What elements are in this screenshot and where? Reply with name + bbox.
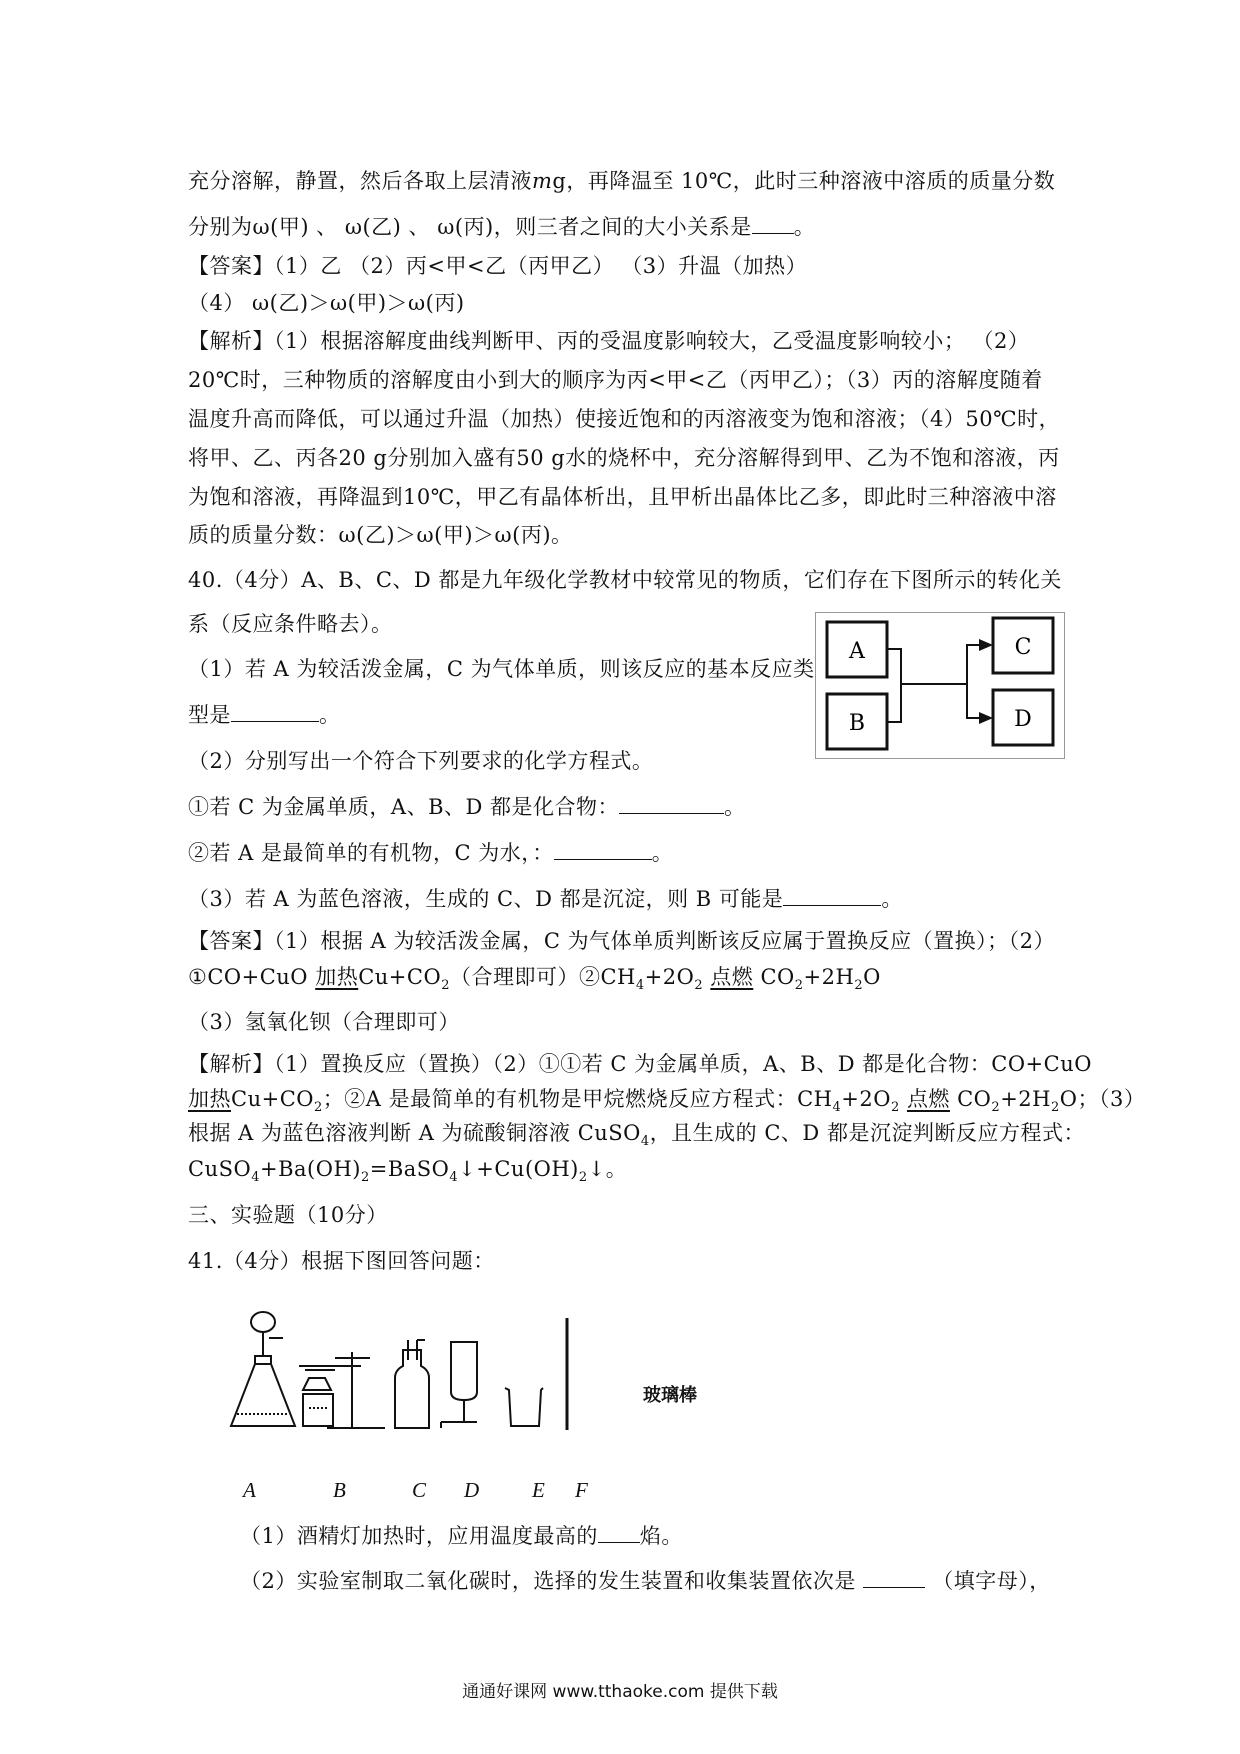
reaction-diagram	[815, 612, 1065, 759]
q39-analysis2: 20℃时，三种物质的溶解度由小到大的顺序为丙<甲<乙（丙甲乙）；（3）丙的溶解度随着	[188, 368, 1043, 392]
q39-analysis5: 为饱和溶液，再降温到10℃，甲乙有晶体析出，且甲析出晶体比乙多，即此时三种溶液中溶	[188, 485, 1057, 509]
q40-part3: （3）若 A 为蓝色溶液，生成的 C、D 都是沉淀，则 B 可能是 。	[188, 887, 903, 911]
apparatus-label-e: E	[532, 1478, 545, 1502]
q40-line2: 系（反应条件略去）。	[188, 612, 393, 636]
apparatus-label-a: A	[243, 1478, 256, 1502]
q40-part2: （2）分别写出一个符合下列要求的化学方程式。	[188, 749, 654, 773]
apparatus-label-b: B	[333, 1478, 346, 1502]
apparatus-label-f: F	[575, 1478, 588, 1502]
q41-part1: （1）酒精灯加热时，应用温度最高的 焰。	[240, 1524, 683, 1548]
glass-rod-label: 玻璃棒	[643, 1385, 697, 1406]
q39-analysis1: 【解析】（1）根据溶解度曲线判断甲、丙的受温度影响较大，乙受温度影响较小； （2）	[188, 329, 1030, 353]
label-c: C	[1014, 635, 1032, 660]
q39-answer1: 【答案】（1）乙 （2）丙<甲<乙（丙甲乙） （3）升温（加热）	[188, 254, 808, 278]
q40-answer3: （3）氢氧化钡（合理即可）	[188, 1010, 460, 1034]
q40-line1: 40.（4分）A、B、C、D 都是九年级化学教材中较常见的物质，它们存在下图所示的转化关	[188, 568, 1062, 592]
q40-analysis2: 加热$Cu+CO_2$；②A 是最简单的有机物是甲烷燃烧反应方程式：$CH_4+2O_2$ 点燃 $CO_2+2H_2O$；（3）	[188, 1087, 1146, 1116]
q40-part1a: （1）若 A 为较活泼金属，C 为气体单质，则该反应的基本反应类	[188, 657, 815, 681]
q41-part2: （2）实验室制取二氧化碳时，选择的发生装置和收集装置依次是 （填字母），	[240, 1569, 1051, 1593]
q39-line2: 分别为ω(甲) 、 ω(乙) 、 ω(丙)，则三者之间的大小关系是 。	[188, 215, 816, 239]
q40-part1b: 型是 。	[188, 703, 341, 727]
q40-answer2: ①CO+CuO 加热$Cu+CO_2$（合理即可）$②CH_4+2O_2$ 点燃 $CO_2+2H_2O$	[188, 965, 881, 994]
q39-line1: 充分溶解，静置，然后各取上层清液mg，再降温至 10℃，此时三种溶液中溶质的质量分数	[188, 169, 1056, 193]
q39-answer2: （4） ω(乙)＞ω(甲)＞ω(丙)	[188, 291, 465, 315]
q39-analysis6: 质的质量分数：ω(乙)＞ω(甲)＞ω(丙)。	[188, 523, 573, 547]
q40-part2-1: ①若 C 为金属单质，A、B、D 都是化合物： 。	[188, 795, 746, 819]
apparatus-label-d: D	[464, 1478, 480, 1502]
q39-analysis4: 将甲、乙、丙各20 g分别加入盛有50 g水的烧杯中，充分溶解得到甲、乙为不饱和溶液，丙	[188, 446, 1060, 470]
label-b: B	[848, 711, 866, 736]
section3-heading: 三、实验题（10分）	[188, 1203, 388, 1227]
q40-part2-2: ②若 A 是最简单的有机物，C 为水，： 。	[188, 841, 674, 865]
label-a: A	[849, 639, 865, 664]
q40-answer1: 【答案】（1）根据 A 为较活泼金属，C 为气体单质判断该反应属于置换反应（置换）；（2）	[188, 929, 1055, 953]
apparatus-figure	[225, 1310, 725, 1440]
q40-analysis1: 【解析】（1）置换反应（置换）（2）①①若 C 为金属单质，A、B、D 都是化合物：CO+CuO	[188, 1052, 1092, 1076]
page-footer: 通通好课网 www.tthaoke.com 提供下载	[462, 1682, 778, 1702]
q40-analysis4: $CuSO_4+Ba(OH)_2=BaSO_4↓+Cu(OH)_2↓$。	[188, 1157, 628, 1186]
q39-analysis3: 温度升高而降低，可以通过升温（加热）使接近饱和的丙溶液变为饱和溶液；（4）50℃时，	[188, 407, 1061, 431]
apparatus-label-c: C	[412, 1478, 427, 1502]
label-d: D	[1014, 707, 1032, 732]
q41-stem: 41.（4分）根据下图回答问题：	[188, 1249, 495, 1273]
q40-analysis3: 根据 A 为蓝色溶液判断 A 为硫酸铜溶液 CuSO$_4$，且生成的 C、D 都是沉淀判断反应方程式：	[188, 1121, 1085, 1150]
